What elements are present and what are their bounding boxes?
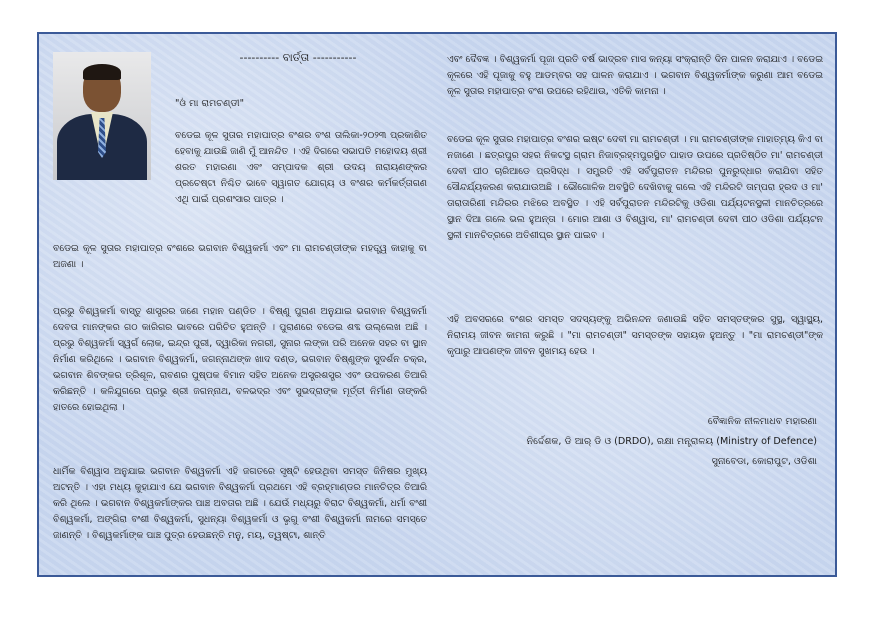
paragraph-7: ଏହି ଅବସରରେ ବଂଶର ସମସ୍ତ ସଦସ୍ୟଙ୍କୁ ଅଭିନନ୍ଦନ ଜଣାଉଛି ସହିତ ସମସ୍ତଙ୍କର ସୁସ୍ଥ, ସ୍ୱାସ୍ଥ୍ୟ, ନିରାମୟ ଜୀବନ କାମନା କରୁଛି । "ମା ରାମଚଣ୍ଡୀ" ସମସ୍ତଙ୍କ ସହାୟକ ହୁଅନ୍ତୁ । "ମା ରାମଚଣ୍ଡୀ"ଙ୍କ କୃପାରୁ ଆପଣଙ୍କ ଜୀବନ ସୁଖମୟ ହେଉ । — [447, 314, 823, 357]
paragraph-4: ଧାର୍ମିକ ବିଶ୍ୱାସ ଅନୁଯାଇ ଭଗବାନ ବିଶ୍ୱକର୍ମା ଏହି ଜଗତରେ ସୃଷ୍ଟି ହେଉଥିବା ସମସ୍ତ ଜିନିଷର ମୁଖ୍ୟ ଅଟନ୍ତି । ଏହା ମଧ୍ୟ କୁହାଯାଏ ଯେ ଭଗବାନ ବିଶ୍ୱକର୍ମା ପ୍ରଥମେ ଏହି ବ୍ରହ୍ମାଣ୍ଡର ମାନଚିତ୍ର ତିଆରି କରି ଥିଲେ । ଭଗବାନ ବିଶ୍ୱକର୍ମାଙ୍କର ପାଞ୍ଚ ଅବତାର ଅଛି । ଯେଉଁ ମଧ୍ୟରୁ ବିରାଟ ବିଶ୍ୱକର୍ମା, ଧର୍ମା ବଂଶୀ ବିଶ୍ୱକର୍ମା, ଅଙ୍ଗିରା ବଂଶୀ ବିଶ୍ୱକର୍ମା, ସୁଧନ୍ୟା ବିଶ୍ୱକର୍ମା ଓ ଭୃଗୁ ବଂଶୀ ବିଶ୍ୱକର୍ମା ନାମରେ ସମସ୍ତେ ଜାଣନ୍ତି । ବିଶ୍ୱକର୍ମାଙ୍କ ପାଞ୍ଚ ପୁତ୍ର ହେଉଛନ୍ତି ମନୁ, ମୟ, ତ୍ୱଷ୍ଟା, ଶାନ୍ତି — [53, 466, 427, 541]
photo-hair — [83, 64, 121, 80]
paragraph-3: ପ୍ରଭୁ ବିଶ୍ୱକର୍ମା ବାସ୍ତୁ ଶାସ୍ତ୍ରର ଜଣେ ମହାନ ପଣ୍ଡିତ । ବିଷ୍ଣୁ ପୁରାଣ ଅନୁଯାଇ ଭଗବାନ ବିଶ୍ୱକର୍ମା ଦେବତା ମାନଙ୍କର ଗଠ କାରିଗର ଭାବରେ ପରିଚିତ ହୁଅନ୍ତି । ପୁରାଣରେ ବଡେଇ ଶବ୍ଦ ଉଲ୍ଲେଖ ଅଛି । ପ୍ରଭୁ ବିଶ୍ୱକର୍ମା ସ୍ୱର୍ଗ ଲୋକ, ଇନ୍ଦ୍ର ପୁରୀ, ଦ୍ୱାରିକା ନଗରୀ, ସୁନାର ଲଙ୍କା ପରି ଅନେକ ସହର ବା ସ୍ଥାନ ନିର୍ମାଣ କରିଥିଲେ । ଭଗବାନ ବିଶ୍ୱକର୍ମା, ଜଗନ୍ନାଥଙ୍କ ଖାଦ ଦଣ୍ଡ, ଭଗବାନ ବିଷ୍ଣୁଙ୍କ ସୁଦର୍ଶନ ଚକ୍ର, ଭଗବାନ ଶିବଙ୍କର ତ୍ରିଶୂଳ, ରାବଣର ପୁଷ୍ପକ ବିମାନ ସହିତ ଅନେକ ଅସ୍ତ୍ରଶସ୍ତ୍ର ଏବଂ ଉପକରଣ ତିଆରି କରିଛନ୍ତି । କଳିଯୁଗରେ ପ୍ରଭୁ ଶ୍ରୀ ଜଗନ୍ନାଥ, ବଳଭଦ୍ର ଏବଂ ସୁଭଦ୍ରାଙ୍କ ମୂର୍ତ୍ତୀ ନିର୍ମାଣ ତାଙ୍କରି ହାତରେ ହୋଇଥିଲା । — [53, 306, 427, 413]
signature-location: ସୁନାବେଡା, କୋରାପୁଟ, ଓଡିଶା — [711, 456, 817, 467]
paragraph-6: ବଡେଇ କୂଳ ସୁତାର ମହାପାତ୍ର ବଂଶର ଇଷ୍ଟ ଦେବୀ ମା ରାମଚଣ୍ଡୀ । ମା ରାମଚଣ୍ଡୀଙ୍କ ମାହାତ୍ମ୍ୟ କିଏ ବା ନଜାଣେ । ଛତ୍ରପୁର ସହର ନିକଟସ୍ଥ ଗ୍ରାମ ନିଜାବ୍ରହ୍ମପୁରସ୍ଥିତ ପାହାଡ ଉପରେ ପ୍ରତିଷ୍ଠିତ ମା' ରାମଚଣ୍ଡୀ ଦେବୀ ପୀଠ ଚାରିଆଡେ ପ୍ରସିଦ୍ଧ । ସମ୍ପ୍ରତି ଏହି ସର୍ବପୁରାତନ ମନ୍ଦିରର ପୁନରୁଦ୍ଧାର କରାଯିବା ସହିତ ସୌନ୍ଦର୍ଯ୍ୟକରଣ କରାଯାଉଅଛି । ଭୌଗୋଳିକ ଅବସ୍ଥିତି ଦେଖିବାକୁ ଗଲେ ଏହି ମନ୍ଦିରଟି ତାମ୍ପରା ହ୍ରଦ ଓ ମା' ତାରାତାରିଣୀ ମନ୍ଦିରର ମଝିରେ ଅବସ୍ଥିତ । ଏହି ସର୍ବପୁରାତନ ମନ୍ଦିରଟିକୁ ଓଡିଶା ପର୍ଯ୍ୟଟନସ୍ଥଳୀ ମାନଚିତ୍ରରେ ସ୍ଥାନ ଦିଆ ଗଲେ ଭଲ ହୁଅନ୍ତା । ମୋର ଆଶା ଓ ବିଶ୍ୱାସ, ମା' ରାମଚଣ୍ଡୀ ଦେବୀ ପୀଠ ଓଡିଶା ପର୍ଯ୍ୟଟନ ସ୍ଥଳୀ ମାନଚିତ୍ରରେ ଅତିଶୀଘ୍ର ସ୍ଥାନ ପାଇବ । — [447, 134, 823, 241]
signature-designation: ନିର୍ଦ୍ଦେଶକ, ଡି ଆର୍ ଡି ଓ (DRDO), ରକ୍ଷା ମନ୍ତ୍ରାଳୟ (Ministry of Defence) — [526, 436, 817, 447]
paragraph-2: ବଡେଇ କୂଳ ସୁତାର ମହାପାତ୍ର ବଂଶରେ ଭଗବାନ ବିଶ୍ୱକର୍ମା ଏବଂ ମା ରାମଚଣ୍ଡୀଙ୍କ ମହତ୍ତ୍ୱ କାହାକୁ ବା ଅଜଣା । — [53, 243, 427, 270]
signature-name: ବୈଜ୍ଞାନିକ ନୀଳମାଧବ ମହାରଣା — [707, 416, 817, 427]
message-card — [37, 32, 837, 577]
page-title: ---------- ବାର୍ତ୍ତା ----------- — [239, 51, 357, 64]
paragraph-1a: ବଡେଇ କୂଳ ସୁତାର ମହାପାତ୍ର ବଂଶର ବଂଶ ତାଲିକା-୨୦୨୩ ପ୍ରକାଶିତ ହେବାକୁ ଯାଉଛି ଜାଣି ମୁଁ ଆନନ୍ଦିତ । ଏହି ଦିଗରେ ସଭାପତି ମହୋଦୟ ଶ୍ରୀ ଶରତ ମହାରଣା ଏବଂ ସମ୍ପାଦକ ଶ୍ରୀ ଉଦୟ ନାରାୟଣଙ୍କର ପ୍ରଚେଷ୍ଟା ନିଶ୍ଚିତ ଭାବେ ସ୍ୱାଗତ ଯୋଗ୍ୟ ଓ ବଂଶର କର୍ମକର୍ତ୍ତାଗଣ ଏଥି ପାଇଁ ପ୍ରଶଂସାର ପାତ୍ର । — [175, 130, 427, 205]
author-photo — [53, 52, 151, 180]
invocation: "ଓଁ ମା ରାମଚଣ୍ଡୀ" — [175, 98, 244, 109]
paragraph-5: ଏବଂ ଦୈବଜ୍ଞ । ବିଶ୍ୱକର୍ମା ପୂଜା ପ୍ରତି ବର୍ଷ ଭାଦ୍ରବ ମାସ କନ୍ୟା ସଂକ୍ରାନ୍ତି ଦିନ ପାଳନ କରାଯାଏ । ବଡେଇ କୂଳରେ ଏହି ପୂଜାକୁ ବହୁ ଆଡମ୍ବର ସହ ପାଳନ କରାଯାଏ । ଭଗବାନ ବିଶ୍ୱକର୍ମାଙ୍କ କରୁଣା ଆମ ବଡେଇ କୂଳ ସୁତାର ମହାପାତ୍ର ବଂଶ ଉପରେ ରହିଥାଉ, ଏତିକି କାମନା । — [447, 54, 823, 97]
